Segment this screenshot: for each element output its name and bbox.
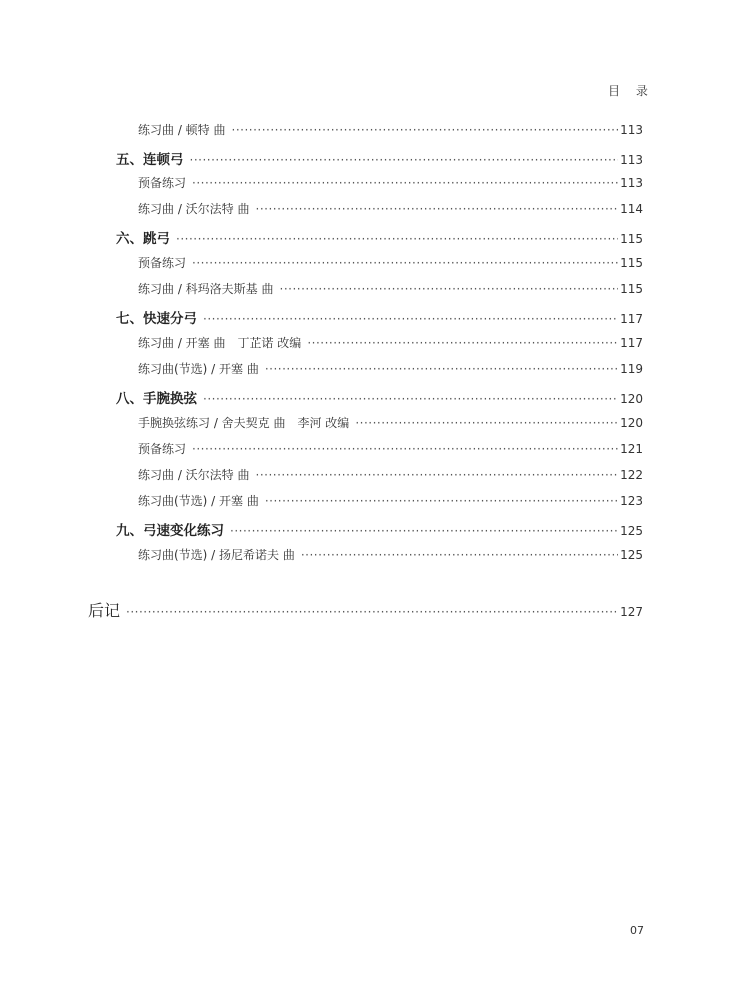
- toc-entry-label: 预备练习: [138, 256, 187, 270]
- dot-leader: [355, 416, 618, 430]
- dot-leader: [192, 256, 618, 270]
- page-number: 07: [630, 924, 644, 937]
- dot-leader: [265, 494, 618, 508]
- toc-section-entry: [116, 307, 643, 327]
- toc-entry-page: 115: [620, 282, 643, 296]
- dot-leader: [307, 336, 618, 350]
- dot-leader: [192, 442, 618, 456]
- dot-leader: [265, 362, 618, 376]
- toc-entry-label: 练习曲(节选) / 开塞 曲: [138, 494, 259, 508]
- toc-entry-label: 练习曲 / 科玛洛夫斯基 曲: [138, 282, 274, 296]
- dot-leader: [280, 282, 619, 296]
- toc-entry-page: 120: [620, 416, 643, 430]
- toc-entry-label: 练习曲 / 沃尔法特 曲: [138, 468, 250, 482]
- dot-leader: [256, 468, 619, 482]
- toc-entry: [138, 254, 643, 271]
- toc-entry: [138, 492, 643, 509]
- page-header: 目 录: [608, 84, 654, 98]
- toc-entry-label: 预备练习: [138, 176, 187, 190]
- dot-leader: [203, 312, 618, 326]
- toc-entry-label: 练习曲 / 沃尔法特 曲: [138, 202, 250, 216]
- toc-entry-label: 八、手腕换弦: [116, 391, 197, 407]
- toc-entry-page: 113: [620, 153, 643, 167]
- toc-entry-label: 手腕换弦练习 / 舍夫契克 曲 李河 改编: [138, 416, 350, 430]
- toc-entry-page: 122: [620, 468, 643, 482]
- toc-section-entry: [116, 148, 643, 168]
- toc-entry-label: 预备练习: [138, 442, 187, 456]
- toc-entry-label: 六、跳弓: [116, 231, 170, 247]
- toc-entry-page: 115: [620, 256, 643, 270]
- dot-leader: [176, 232, 618, 246]
- dot-leader: [230, 524, 618, 538]
- dot-leader: [256, 202, 619, 216]
- toc-entry-page: 117: [620, 312, 643, 326]
- toc-section-entry: [116, 519, 643, 539]
- toc-entry-label: 练习曲(节选) / 扬尼希诺夫 曲: [138, 548, 295, 562]
- toc-entry-label: 练习曲 / 顿特 曲: [138, 123, 226, 137]
- toc-entry: [138, 121, 643, 138]
- toc-section-entry: [116, 387, 643, 407]
- toc-entry: [138, 466, 643, 483]
- toc-entry-page: 121: [620, 442, 643, 456]
- toc-major-entry: [88, 598, 643, 621]
- toc-entry-label: 练习曲 / 开塞 曲 丁芷诺 改编: [138, 336, 302, 350]
- dot-leader: [301, 548, 618, 562]
- toc-entry: [138, 334, 643, 351]
- toc-entry-page: 125: [620, 524, 643, 538]
- toc-entry: [138, 440, 643, 457]
- toc-entry-label: 九、弓速变化练习: [116, 523, 224, 539]
- toc-entry-page: 125: [620, 548, 643, 562]
- toc-entry-page: 113: [620, 176, 643, 190]
- dot-leader: [190, 153, 619, 167]
- toc-entry-page: 113: [620, 123, 643, 137]
- toc-section-entry: [116, 227, 643, 247]
- dot-leader: [203, 392, 618, 406]
- toc-entry: [138, 280, 643, 297]
- toc-entry: [138, 174, 643, 191]
- toc-entry-label: 练习曲(节选) / 开塞 曲: [138, 362, 259, 376]
- dot-leader: [192, 176, 618, 190]
- toc-entry-page: 117: [620, 336, 643, 350]
- toc-entry-label: 七、快速分弓: [116, 311, 197, 327]
- toc-entry-page: 123: [620, 494, 643, 508]
- toc-entry-page: 114: [620, 202, 643, 216]
- toc-entry: [138, 200, 643, 217]
- toc-entry-page: 115: [620, 232, 643, 246]
- toc-entry-label: 后记: [88, 601, 121, 620]
- dot-leader: [126, 605, 618, 619]
- toc-entry-page: 119: [620, 362, 643, 376]
- toc-entry: [138, 546, 643, 563]
- dot-leader: [232, 123, 619, 137]
- toc-entry-page: 127: [620, 605, 643, 619]
- toc-entry-label: 五、连顿弓: [116, 152, 184, 168]
- toc-entry: [138, 360, 643, 377]
- toc-entry-page: 120: [620, 392, 643, 406]
- toc-entry: [138, 414, 643, 431]
